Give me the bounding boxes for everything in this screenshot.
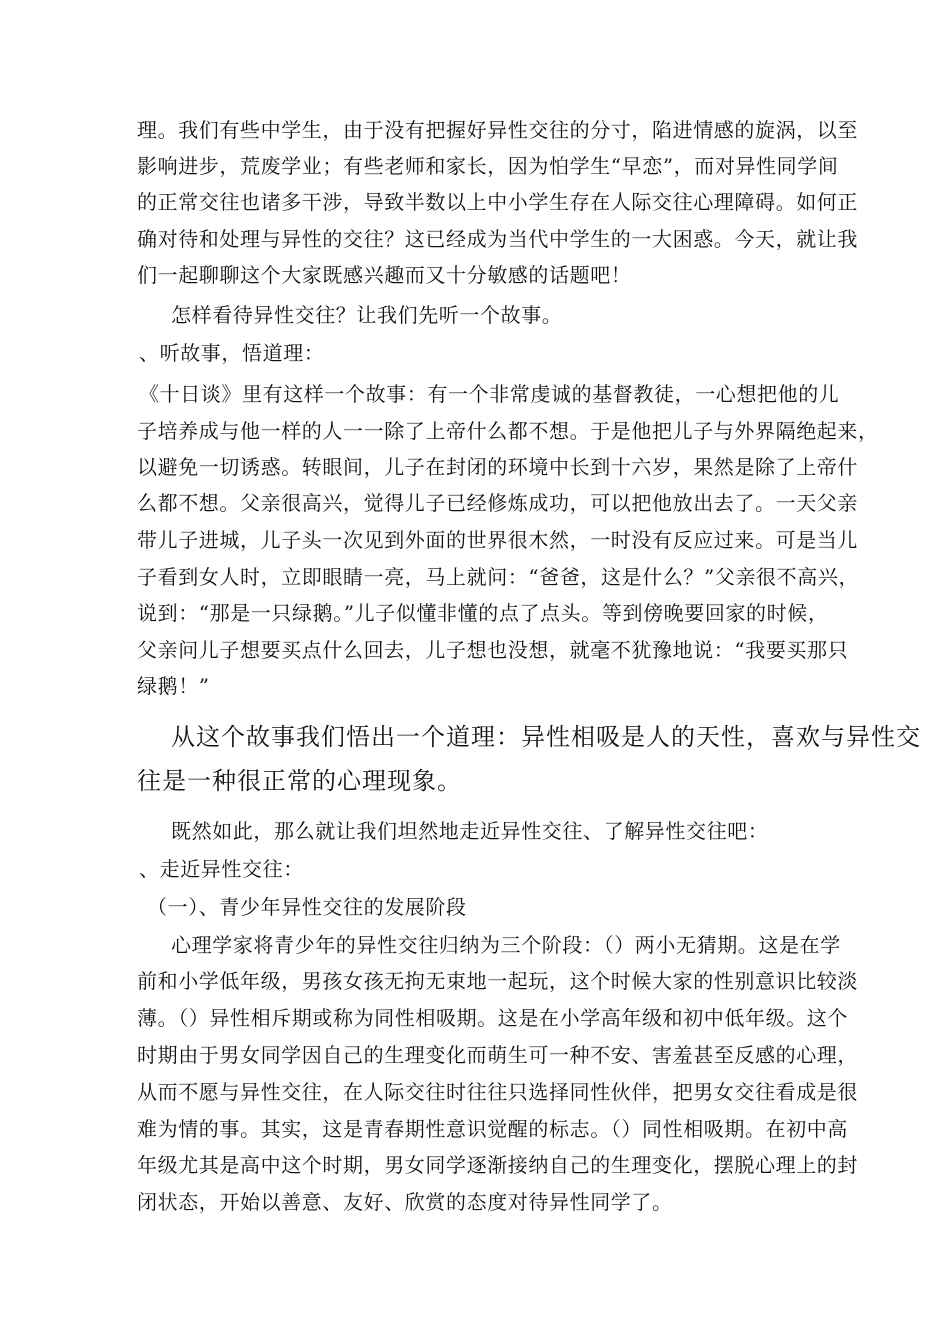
stages-line: 从而不愿与异性交往，在人际交往时往往只选择同性伙伴，把男女交往看成是很 <box>137 1080 858 1104</box>
section-heading-story: 、听故事，悟道理： <box>139 341 325 365</box>
section-heading-approach: 、走近异性交往： <box>139 857 304 881</box>
stages-line: 闭状态，开始以善意、友好、欣赏的态度对待异性同学了。 <box>137 1190 673 1214</box>
paragraph-line: 确对待和处理与异性的交往？这已经成为当代中学生的一大困惑。今天，就让我 <box>137 227 858 251</box>
story-line: 带儿子进城，儿子头一次见到外面的世界很木然，一时没有反应过来。可是当儿 <box>137 528 858 552</box>
story-line: 么都不想。父亲很高兴，觉得儿子已经修炼成功，可以把他放出去了。一天父亲 <box>137 491 858 515</box>
story-line: 子培养成与他一样的人一一除了上帝什么都不想。于是他把儿子与外界隔绝起来， <box>137 419 879 443</box>
subheading-stages: （一）、青少年异性交往的发展阶段 <box>147 895 467 919</box>
stages-line: 薄。（）异性相斥期或称为同性相吸期。这是在小学高年级和初中低年级。这个 <box>137 1006 848 1030</box>
stages-line: 前和小学低年级，男孩女孩无拘无束地一起玩，这个时候大家的性别意识比较淡 <box>137 969 858 993</box>
moral-line: 往是一种很正常的心理现象。 <box>137 767 462 795</box>
story-line: 绿鹅！” <box>137 674 210 698</box>
story-line: 子看到女人时，立即眼睛一亮，马上就问：“爸爸，这是什么？”父亲很不高兴， <box>137 565 860 589</box>
story-line: 说到：“那是一只绿鹅。”儿子似懂非懂的点了点头。等到傍晚要回家的时候， <box>137 601 829 625</box>
transition-line: 既然如此，那么就让我们坦然地走近异性交往、了解异性交往吧： <box>171 819 769 843</box>
story-line: 以避免一切诱惑。转眼间，儿子在封闭的环境中长到十六岁，果然是除了上帝什 <box>137 455 858 479</box>
stages-line: 心理学家将青少年的异性交往归纳为三个阶段：（）两小无猜期。这是在学 <box>171 933 841 957</box>
paragraph-line: 理。我们有些中学生，由于没有把握好异性交往的分寸，陷进情感的旋涡，以至 <box>137 118 858 142</box>
paragraph-line: 的正常交往也诸多干涉，导致半数以上中小学生存在人际交往心理障碍。如何正 <box>137 190 858 214</box>
moral-line: 从这个故事我们悟出一个道理：异性相吸是人的天性，喜欢与异性交 <box>171 723 921 751</box>
story-line: 父亲问儿子想要买点什么回去，儿子想也没想，就毫不犹豫地说：“我要买那只 <box>137 638 849 662</box>
question-line: 怎样看待异性交往？让我们先听一个故事。 <box>171 303 563 327</box>
story-line: 《十日谈》里有这样一个故事：有一个非常虔诚的基督教徒，一心想把他的儿 <box>139 382 840 406</box>
stages-line: 年级尤其是高中这个时期，男女同学逐渐接纳自己的生理变化，摆脱心理上的封 <box>137 1153 858 1177</box>
paragraph-line: 们一起聊聊这个大家既感兴趣而又十分敏感的话题吧！ <box>137 263 632 287</box>
paragraph-line: 影响进步，荒废学业；有些老师和家长，因为怕学生“早恋”，而对异性同学间 <box>137 154 839 178</box>
stages-line: 时期由于男女同学因自己的生理变化而萌生可一种不安、害羞甚至反感的心理， <box>137 1043 858 1067</box>
stages-line: 难为情的事。其实，这是青春期性意识觉醒的标志。（）同性相吸期。在初中高 <box>137 1117 848 1141</box>
